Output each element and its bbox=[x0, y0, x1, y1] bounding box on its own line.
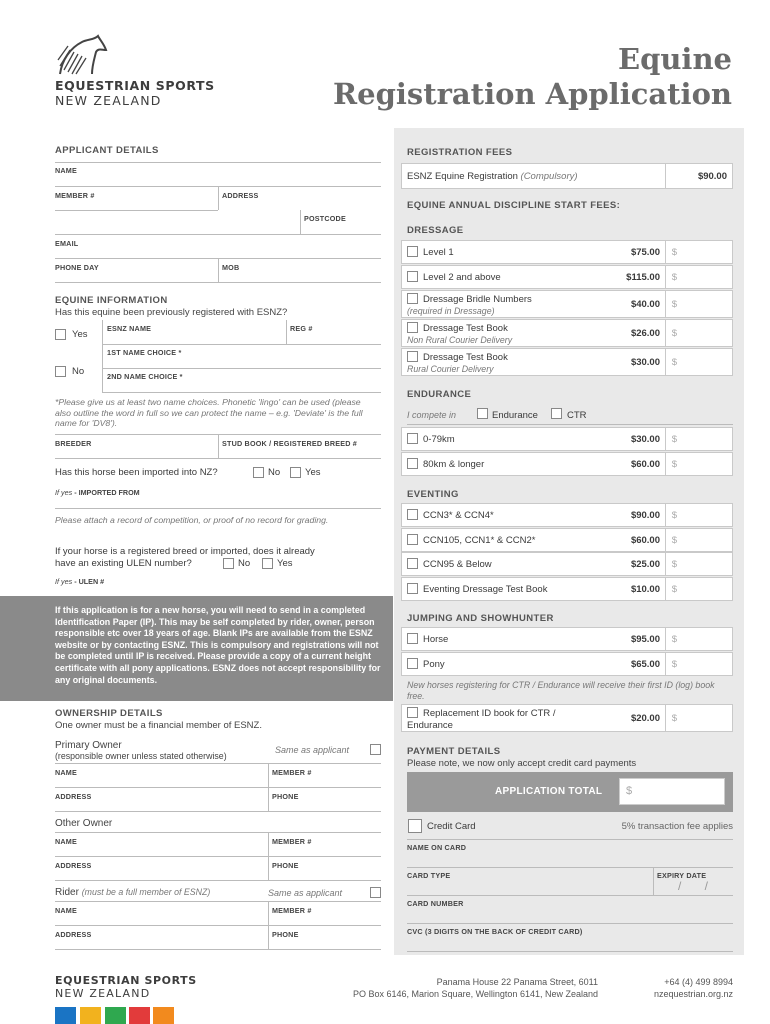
other-name-label: NAME bbox=[55, 837, 77, 846]
other-owner-title: Other Owner bbox=[55, 818, 113, 829]
identification-paper-info: If this application is for a new horse, you will need to send in a completed Identification Paper (IP). This may be self completed by rider, owner, person responsible etc over 18 years of age. Blank IPs are available from the ESNZ website or by contacting ESNZ. This is compulsory and registrations will not be completed until IP is received. Please provide a copy of a current height certificate with all pony applications. ESNZ does not accept responsibility for any original documents. bbox=[0, 596, 393, 701]
brand-name: EQUESTRIAN SPORTS bbox=[55, 78, 215, 93]
registered-no-label: No bbox=[72, 366, 85, 377]
new-horses-note: New horses registering for CTR / Endurance will receive their first ID (log) book free. bbox=[407, 680, 715, 701]
replacement-id-row[interactable]: Replacement ID book for CTR / Endurance $20.00 $ bbox=[401, 704, 733, 732]
expiry-date-label: EXPIRY DATE bbox=[657, 871, 707, 880]
payment-note: Please note, we now only accept credit card payments bbox=[407, 758, 637, 769]
other-address-label: ADDRESS bbox=[55, 861, 92, 870]
attach-record-note: Please attach a record of competition, or proof of no record for grading. bbox=[55, 515, 329, 525]
eventing-testbook-checkbox[interactable] bbox=[407, 583, 418, 594]
credit-card-label: Credit Card bbox=[427, 821, 476, 832]
jumping-title: JUMPING AND SHOWHUNTER bbox=[407, 613, 554, 624]
esnz-registration-price: $90.00 bbox=[697, 171, 727, 182]
rider-same-as-checkbox[interactable] bbox=[370, 887, 381, 898]
page-title-line1: Equine bbox=[617, 42, 732, 76]
eventing-testbook-row[interactable]: Eventing Dressage Test Book $10.00 $ bbox=[401, 577, 733, 601]
rider-phone-label: PHONE bbox=[272, 930, 299, 939]
equine-question: Has this equine been previously registered with ESNZ? bbox=[55, 307, 288, 318]
applicant-member-label: MEMBER # bbox=[55, 191, 95, 200]
ownership-note: One owner must be a financial member of ESNZ. bbox=[55, 720, 262, 731]
brand-color-square bbox=[80, 1007, 101, 1024]
dressage-level2-checkbox[interactable] bbox=[407, 271, 418, 282]
applicant-address-label: ADDRESS bbox=[222, 191, 259, 200]
registered-yes-checkbox[interactable] bbox=[55, 329, 66, 340]
ownership-section-title: OWNERSHIP DETAILS bbox=[55, 708, 163, 719]
ctr-option-label: CTR bbox=[567, 410, 587, 421]
primary-same-as-label: Same as applicant bbox=[275, 745, 350, 755]
application-total-box bbox=[407, 772, 733, 812]
ulen-question-line1: If your horse is a registered breed or imported, does it already bbox=[55, 546, 315, 557]
imported-question: Has this horse been imported into NZ? bbox=[55, 467, 218, 478]
endurance-80-row[interactable]: 80km & longer $60.00 $ bbox=[401, 452, 733, 476]
dressage-testbook-rural-row[interactable]: Dressage Test Book Rural Courier Delivery $30.00 $ bbox=[401, 348, 733, 376]
registration-fees-title: REGISTRATION FEES bbox=[407, 147, 513, 158]
equine-section-title: EQUINE INFORMATION bbox=[55, 295, 168, 306]
applicant-section-title: APPLICANT DETAILS bbox=[55, 145, 159, 156]
footer-brand-subname: NEW ZEALAND bbox=[55, 987, 151, 1000]
primary-same-as-checkbox[interactable] bbox=[370, 744, 381, 755]
imported-no-label: No bbox=[268, 467, 281, 478]
compete-in-label: I compete in bbox=[407, 410, 457, 420]
card-type-label: CARD TYPE bbox=[407, 871, 451, 880]
cvc-label: CVC (3 DIGITS ON THE BACK OF CREDIT CARD) bbox=[407, 927, 583, 936]
rider-member-label: MEMBER # bbox=[272, 906, 312, 915]
dressage-testbook-nonrural-checkbox[interactable] bbox=[407, 322, 418, 333]
name-choice-note: *Please give us at least two name choices. Phonetic 'lingo' can be used (please also outline the word in full so we can protect the name – e.g. 'Deviate' is the full name for 'DV8'). bbox=[55, 397, 363, 428]
footer-website[interactable]: nzequestrian.org.nz bbox=[653, 989, 733, 999]
stud-book-label: STUD BOOK / REGISTERED BREED # bbox=[222, 439, 357, 448]
second-name-choice-label: 2ND NAME CHOICE * bbox=[107, 372, 183, 381]
first-name-choice-label: 1ST NAME CHOICE * bbox=[107, 348, 182, 357]
rider-title: Rider (must be a full member of ESNZ) bbox=[55, 887, 211, 898]
dressage-title: DRESSAGE bbox=[407, 225, 464, 236]
brand-color-square bbox=[153, 1007, 174, 1024]
breeder-label: BREEDER bbox=[55, 439, 92, 448]
jumping-pony-row[interactable]: Pony $65.00 $ bbox=[401, 652, 733, 676]
endurance-option-checkbox[interactable] bbox=[477, 408, 488, 419]
brand-color-square bbox=[105, 1007, 126, 1024]
registered-no-checkbox[interactable] bbox=[55, 366, 66, 377]
endurance-0-79-checkbox[interactable] bbox=[407, 433, 418, 444]
reg-number-label: REG # bbox=[290, 324, 313, 333]
horse-logo-icon bbox=[52, 30, 112, 78]
jumping-pony-checkbox[interactable] bbox=[407, 658, 418, 669]
dressage-level1-row[interactable]: Level 1 $75.00 $ bbox=[401, 240, 733, 264]
application-total-input[interactable]: $ bbox=[619, 778, 725, 805]
name-on-card-label: NAME ON CARD bbox=[407, 843, 467, 852]
dressage-bridle-row[interactable]: Dressage Bridle Numbers (required in Dressage) $40.00 $ bbox=[401, 290, 733, 318]
endurance-80-checkbox[interactable] bbox=[407, 458, 418, 469]
credit-card-checkbox[interactable] bbox=[408, 819, 422, 833]
dressage-testbook-nonrural-row[interactable]: Dressage Test Book Non Rural Courier Delivery $26.00 $ bbox=[401, 319, 733, 347]
applicant-mob-label: MOB bbox=[222, 263, 240, 272]
eventing-ccn95-checkbox[interactable] bbox=[407, 558, 418, 569]
imported-yes-checkbox[interactable] bbox=[290, 467, 301, 478]
jumping-horse-checkbox[interactable] bbox=[407, 633, 418, 644]
eventing-ccn105-row[interactable]: CCN105, CCN1* & CCN2* $60.00 $ bbox=[401, 528, 733, 552]
rider-same-as-label: Same as applicant bbox=[268, 888, 343, 898]
footer-phone: +64 (4) 499 8994 bbox=[664, 977, 733, 987]
esnz-name-label: ESNZ NAME bbox=[107, 324, 152, 333]
imported-yes-label: Yes bbox=[305, 467, 321, 478]
annual-fees-title: EQUINE ANNUAL DISCIPLINE START FEES: bbox=[407, 200, 621, 211]
primary-phone-label: PHONE bbox=[272, 792, 299, 801]
endurance-title: ENDURANCE bbox=[407, 389, 472, 400]
page-title-line2: Registration Application bbox=[333, 77, 732, 111]
primary-member-label: MEMBER # bbox=[272, 768, 312, 777]
eventing-ccn105-checkbox[interactable] bbox=[407, 534, 418, 545]
dressage-level1-checkbox[interactable] bbox=[407, 246, 418, 257]
eventing-ccn3-checkbox[interactable] bbox=[407, 509, 418, 520]
applicant-phone-label: PHONE DAY bbox=[55, 263, 99, 272]
primary-owner-subtitle: (responsible owner unless stated otherwise) bbox=[55, 751, 227, 761]
other-phone-label: PHONE bbox=[272, 861, 299, 870]
payment-section-title: PAYMENT DETAILS bbox=[407, 746, 501, 757]
ulen-yes-label: Yes bbox=[277, 558, 293, 569]
ulen-no-label: No bbox=[238, 558, 251, 569]
primary-name-label: NAME bbox=[55, 768, 77, 777]
eventing-ccn95-row[interactable]: CCN95 & Below $25.00 $ bbox=[401, 552, 733, 576]
ulen-no-checkbox[interactable] bbox=[223, 558, 234, 569]
jumping-horse-row[interactable]: Horse $95.00 $ bbox=[401, 627, 733, 651]
registered-yes-label: Yes bbox=[72, 329, 88, 340]
primary-address-label: ADDRESS bbox=[55, 792, 92, 801]
dressage-level2-row[interactable]: Level 2 and above $115.00 $ bbox=[401, 265, 733, 289]
application-total-label: APPLICATION TOTAL bbox=[495, 786, 603, 797]
brand-color-square bbox=[129, 1007, 150, 1024]
applicant-name-label: NAME bbox=[55, 166, 77, 175]
rider-address-label: ADDRESS bbox=[55, 930, 92, 939]
applicant-email-label: EMAIL bbox=[55, 239, 79, 248]
endurance-0-79-row[interactable]: 0-79km $30.00 $ bbox=[401, 427, 733, 451]
card-number-label: CARD NUMBER bbox=[407, 899, 464, 908]
expiry-date-input[interactable]: / / bbox=[678, 879, 709, 893]
replacement-id-checkbox[interactable] bbox=[407, 707, 418, 718]
esnz-registration-row: ESNZ Equine Registration (Compulsory) $90.00 bbox=[401, 163, 733, 189]
other-member-label: MEMBER # bbox=[272, 837, 312, 846]
eventing-title: EVENTING bbox=[407, 489, 459, 500]
applicant-postcode-label: POSTCODE bbox=[304, 214, 346, 223]
eventing-ccn3-row[interactable]: CCN3* & CCN4* $90.00 $ bbox=[401, 503, 733, 527]
dressage-testbook-rural-checkbox[interactable] bbox=[407, 351, 418, 362]
ulen-number-label: If yes - ULEN # bbox=[55, 577, 105, 586]
footer-brand-name: EQUESTRIAN SPORTS bbox=[55, 974, 197, 987]
imported-from-label: If yes - IMPORTED FROM bbox=[55, 488, 140, 497]
endurance-option-label: Endurance bbox=[492, 410, 538, 421]
rider-name-label: NAME bbox=[55, 906, 77, 915]
ulen-yes-checkbox[interactable] bbox=[262, 558, 273, 569]
dressage-bridle-checkbox[interactable] bbox=[407, 293, 418, 304]
ulen-question-line2: have an existing ULEN number? bbox=[55, 558, 192, 569]
ctr-option-checkbox[interactable] bbox=[551, 408, 562, 419]
brand-color-square bbox=[55, 1007, 76, 1024]
footer-address-line1: Panama House 22 Panama Street, 6011 bbox=[436, 977, 598, 987]
imported-no-checkbox[interactable] bbox=[253, 467, 264, 478]
primary-owner-title: Primary Owner bbox=[55, 740, 122, 751]
transaction-fee-note: 5% transaction fee applies bbox=[621, 821, 733, 832]
brand-subname: NEW ZEALAND bbox=[55, 93, 162, 108]
footer-address-line2: PO Box 6146, Marion Square, Wellington 6141, New Zealand bbox=[353, 989, 598, 999]
